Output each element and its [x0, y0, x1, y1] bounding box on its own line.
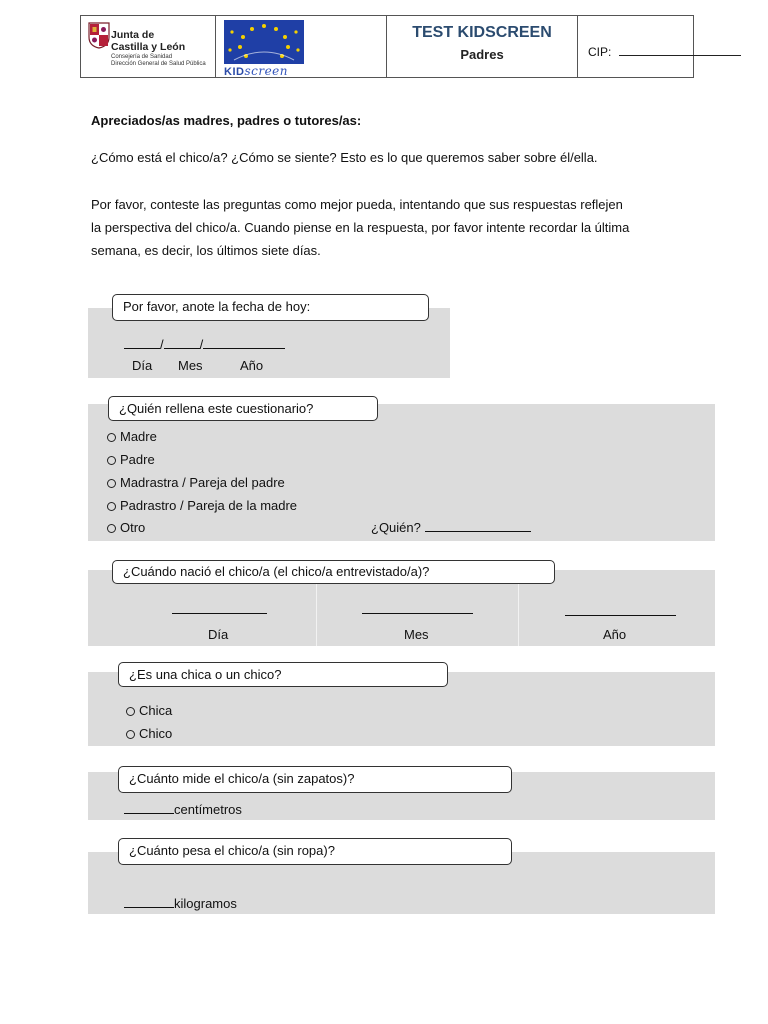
- respondent-option-padre[interactable]: [107, 452, 155, 467]
- today-month-label: Mes: [178, 358, 203, 373]
- cip-label: CIP:: [588, 45, 612, 59]
- birth-month-blank[interactable]: [362, 613, 473, 614]
- doc-title: TEST KIDSCREEN: [412, 24, 552, 41]
- birth-day-blank[interactable]: [172, 613, 267, 614]
- option-label: Padrastro / Pareja de la madre: [120, 498, 298, 513]
- today-date-blanks[interactable]: / /: [124, 337, 285, 352]
- intro-line-3: semana, es decir, los últimos siete días.: [91, 243, 321, 258]
- weight-label: ¿Cuánto pesa el chico/a (sin ropa)?: [118, 838, 512, 865]
- birthdate-label: ¿Cuándo nació el chico/a (el chico/a entrevistado/a)?: [112, 560, 555, 584]
- respondent-option-madrastra[interactable]: [107, 475, 285, 490]
- weight-field[interactable]: [124, 896, 237, 911]
- intro-line-2: la perspectiva del chico/a. Cuando piense en la respuesta, por favor intente recordar la última: [91, 220, 630, 235]
- eu-flag-icon: [224, 20, 304, 64]
- radio-icon[interactable]: [126, 730, 135, 739]
- junta-logo-subtext: [111, 54, 206, 68]
- option-label: Madre: [120, 429, 157, 444]
- sex-option-chico[interactable]: [126, 726, 172, 741]
- height-label: ¿Cuánto mide el chico/a (sin zapatos)?: [118, 766, 512, 793]
- title-cell: [387, 16, 578, 77]
- respondent-other-field[interactable]: [371, 520, 531, 535]
- cip-field[interactable]: [588, 45, 741, 59]
- salutation: Apreciados/as madres, padres o tutores/as:: [91, 113, 362, 128]
- cip-blank[interactable]: [619, 45, 741, 56]
- option-label: Chica: [139, 703, 173, 718]
- option-label: Otro: [120, 520, 146, 535]
- logo-sub-1: Consejería de Sanidad: [111, 54, 173, 60]
- kid-suffix: screen: [244, 64, 288, 78]
- height-field[interactable]: [124, 802, 242, 817]
- sex-label: ¿Es una chica o un chico?: [118, 662, 448, 687]
- birth-month-label: Mes: [404, 627, 429, 642]
- radio-icon[interactable]: [107, 456, 116, 465]
- other-blank[interactable]: [425, 520, 531, 532]
- logo-sub-2: Dirección General de Salud Pública: [111, 61, 206, 67]
- radio-icon[interactable]: [107, 502, 116, 511]
- today-year-label: Año: [240, 358, 264, 373]
- option-label: Padre: [120, 452, 155, 467]
- logo-line-2: Castilla y León: [111, 41, 186, 53]
- respondent-label: ¿Quién rellena este cuestionario?: [108, 396, 378, 421]
- height-unit: centímetros: [174, 802, 242, 817]
- weight-unit: kilogramos: [174, 896, 237, 911]
- radio-icon[interactable]: [107, 479, 116, 488]
- radio-icon[interactable]: [126, 707, 135, 716]
- intro-line-1: Por favor, conteste las preguntas como mejor pueda, intentando que sus respuestas reflejen: [91, 197, 623, 212]
- birth-year-blank[interactable]: [565, 615, 676, 616]
- sex-option-chica[interactable]: [126, 703, 172, 718]
- birth-year-label: Año: [603, 627, 627, 642]
- respondent-option-madre[interactable]: [107, 429, 157, 444]
- height-blank[interactable]: [124, 802, 174, 814]
- radio-icon[interactable]: [107, 433, 116, 442]
- today-day-label: Día: [132, 358, 153, 373]
- respondent-option-otro[interactable]: [107, 520, 145, 535]
- option-label: Chico: [139, 726, 173, 741]
- logo-line-1: Junta de: [111, 29, 155, 41]
- birth-day-label: Día: [208, 627, 229, 642]
- doc-subtitle: Padres: [460, 47, 504, 62]
- junta-logo-text: [111, 29, 185, 53]
- weight-blank[interactable]: [124, 896, 174, 908]
- cip-cell: [578, 16, 693, 77]
- other-label: ¿Quién?: [371, 520, 421, 535]
- intro-question: ¿Cómo está el chico/a? ¿Cómo se siente? Esto es lo que queremos saber sobre él/ella.: [91, 150, 598, 165]
- kidscreen-logo-cell: [216, 16, 387, 77]
- header-table: [80, 15, 694, 78]
- kid-prefix: KID: [224, 66, 245, 78]
- junta-logo-cell: [81, 16, 216, 77]
- option-label: Madrastra / Pareja del padre: [120, 475, 285, 490]
- coat-of-arms-icon: [88, 21, 110, 49]
- radio-icon[interactable]: [107, 524, 116, 533]
- respondent-option-padrastro[interactable]: [107, 498, 297, 513]
- today-date-label: Por favor, anote la fecha de hoy:: [112, 294, 429, 321]
- kidscreen-wordmark: [224, 64, 288, 78]
